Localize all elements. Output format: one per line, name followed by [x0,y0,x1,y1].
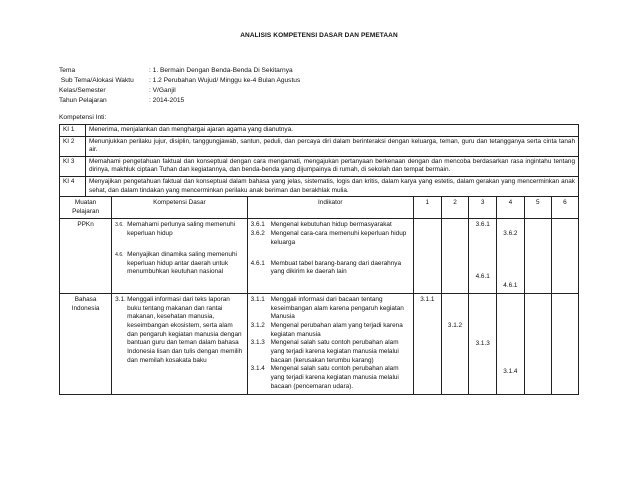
mark-cell [551,293,578,394]
kd-item [115,221,243,238]
header-muatan: Muatan Pelajaran [60,197,112,219]
mark-value: 3.6.2 [503,230,518,238]
mark-value: 3.1.2 [447,321,463,329]
indikator-item [251,230,410,247]
ki-code: KI 1 [60,125,86,137]
header-col-3: 3 [469,197,497,219]
meta-info [59,66,300,106]
ki-code: KI 2 [60,136,86,156]
header-col-2: 2 [441,197,469,219]
indikator-number: 3.1.4 [250,365,265,373]
ki-row [60,136,579,156]
header-indikator: Indikator [247,197,413,219]
kd-cell [112,219,247,293]
mark-cell [551,219,578,293]
indikator-number: 4.6.1 [250,259,265,267]
subject-cell: PPKn [60,219,112,293]
ki-code: KI 4 [60,176,86,196]
mark-cell [524,219,551,293]
indikator-item [251,260,410,277]
kd-text: Memahami perlunya saling memenuhi keperluan hidup [127,221,236,238]
header-col-1: 1 [413,197,441,219]
kompetensi-inti-table [59,124,579,197]
meta-label: Sub Tema/Alokasi Waktu [59,77,134,84]
indikator-text: Mengenal salah satu contoh perubahan alam yang terjadi karena kegiatan manusia melalui bacaan (pencemaran udara). [270,365,399,390]
ki-code: KI 3 [60,156,86,176]
mark-cell [497,219,525,293]
indikator-text: Mengenal kebutuhan hidup bermasyarakat [270,221,392,229]
indikator-text: Mengenal salah satu contoh perubahan alam yang terjadi karena kegiatan manusia melalui bacaan (kerusakan terumbu karang) [270,339,399,364]
indikator-text: Menggali informasi dari bacaan tentang keseimbangan alam karena pengaruh kegiatan Manusia [270,295,404,321]
header-col-4: 4 [497,197,525,219]
table-row-bahasa-indonesia [60,293,579,394]
kd-text: Menyajikan dinamika saling memenuhi keperluan hidup antar daerah untuk menumbuhkan keutuhan nasional [127,250,237,276]
indikator-number: 3.6.1 [250,221,265,229]
meta-value: : 1.2 Perubahan Wujud/ Minggu ke-4 Bulan Agustus [149,77,301,84]
meta-label: Kelas/Semester [59,87,106,94]
mark-cell [413,293,441,394]
meta-value: : 1. Bermain Dengan Benda-Benda Di Sekitarnya [149,67,293,74]
mark-cell [441,293,469,394]
kd-number: 4.6. [115,251,124,258]
indikator-text: Mengenal perubahan alam yang terjadi karena kegiatan manusia [270,321,403,338]
kd-number: 3.6. [115,222,124,229]
kd-text: Menggali informasi dari teks laporan buku tentang makanan dan rantai makanan, kesehatan manusia, keseimbangan ekosistem, serta alam dan pengaruh kegiatan manusia dengan bantuan guru dan teman dalam bahasa Indonesia lisan dan tulis dengan memilih dan memilah kosakata baku [127,295,243,364]
mark-cell [441,219,469,293]
kd-number: 3.1. [115,295,126,303]
indikator-cell [247,219,413,293]
meta-value: : V/Ganjil [149,87,176,94]
header-col-6: 6 [551,197,578,219]
indikator-number: 3.1.2 [250,321,265,329]
meta-row-tahun [59,96,300,106]
mark-cell [469,219,497,293]
header-col-5: 5 [524,197,551,219]
indikator-item [251,322,410,339]
indikator-text: Membuat tabel barang-barang dari daerahnya yang dikirim ke daerah lain [270,259,401,276]
subject-cell: Bahasa Indonesia [60,293,112,394]
indikator-item [251,221,410,230]
indikator-item [251,365,410,391]
mark-value: 4.6.1 [475,273,490,281]
indikator-number: 3.1.1 [250,295,265,303]
meta-label: Tahun Pelajaran [59,97,107,104]
ki-row [60,176,579,196]
kompetensi-dasar-table [59,196,579,395]
meta-row-subtema [59,76,300,86]
indikator-cell [247,293,413,394]
mark-value: 3.1.1 [420,295,435,303]
mark-cell [497,293,525,394]
meta-row-tema [59,66,300,76]
ki-row [60,125,579,137]
mark-cell [524,293,551,394]
indikator-number: 3.1.3 [250,339,265,347]
meta-label: Tema [59,67,76,74]
table-row-ppkn [60,219,579,293]
ki-text: Menunjukkan perilaku jujur, disiplin, tanggungjawab, santun, peduli, dan percaya diri dalam berinteraksi dengan keluarga, teman, guru dan tetangganya serta cinta tanah air. [86,136,579,156]
kd-cell [112,293,247,394]
ki-text: Menerima, menjalankan dan menghargai ajaran agama yang dianutnya. [86,125,579,137]
indikator-item [251,296,410,322]
kd-item [115,296,243,366]
meta-row-kelas [59,86,300,96]
kd-header-row [60,197,579,219]
ki-row [60,156,579,176]
ki-text: Memahami pengetahuan faktual dan konseptual dengan cara mengamati, mengajukan pertanyaan berkenaan dengan dan mencoba berdasarkan rasa ingintahu tentang dirinya, makhluk ciptaan Tuhan dan kegiatannya, dan benda-benda yang dijumpainya di rumah, di sekolah dan tempat bermain. [86,156,579,176]
indikator-text: Mengenal cara-cara memenuhi keperluan hidup keluarga [270,230,407,246]
ki-text: Menyajikan pengetahuan faktual dan konseptual dalam bahasa yang jelas, sistematis, logis dan kritis, dalam karya yang estetis, dalam gerakan yang mencerminkan anak sehat, dan dalam tindakan yang mencerminkan perilaku anak beriman dan berakhlak mulia. [86,176,579,196]
meta-value: : 2014-2015 [149,97,185,104]
mark-value: 4.6.1 [503,282,518,290]
document-title: ANALISIS KOMPETENSI DASAR DAN PEMETAAN [240,32,398,39]
mark-cell [469,293,497,394]
kd-item [115,251,243,277]
indikator-number: 3.6.2 [250,230,265,238]
mark-cell [413,219,441,293]
header-kd: Kompetensi Dasar [112,197,247,219]
mark-value: 3.1.4 [503,367,518,375]
mark-value: 3.1.3 [475,339,490,347]
ki-heading: Kompetensi Inti: [59,114,107,121]
indikator-item [251,339,410,365]
mark-value: 3.6.1 [475,221,490,229]
